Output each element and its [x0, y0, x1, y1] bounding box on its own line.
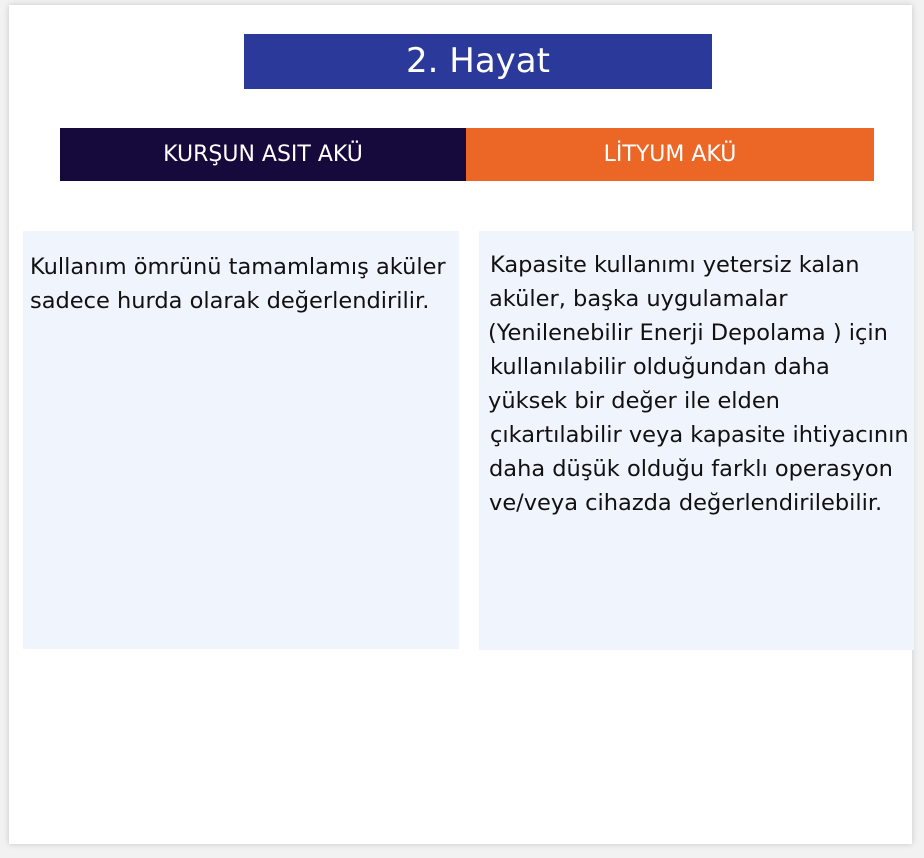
lead-acid-header: KURŞUN ASIT AKÜ — [60, 128, 466, 181]
lithium-header: LİTYUM AKÜ — [466, 128, 874, 181]
lithium-text-line: Kapasite kullanımı yetersiz kalan — [490, 252, 860, 278]
lithium-text-line: kullanılabilir olduğundan daha — [490, 354, 830, 380]
slide-title: 2. Hayat — [244, 34, 712, 89]
lithium-text-line: çıkartılabilir veya kapasite ihtiyacının — [490, 422, 909, 448]
lithium-text-line: (Yenilenebilir Enerji Depolama ) için — [488, 320, 888, 346]
lithium-text-line: daha düşük olduğu farklı operasyon — [489, 456, 893, 482]
lithium-text-line: yüksek bir değer ile elden — [488, 388, 780, 414]
lithium-panel — [479, 231, 914, 650]
lead-acid-text-line: Kullanım ömrünü tamamlamış aküler — [30, 254, 446, 280]
lead-acid-panel — [23, 231, 459, 649]
lead-acid-text-line: sadece hurda olarak değerlendirilir. — [30, 288, 430, 314]
lithium-text-line: aküler, başka uygulamalar — [489, 286, 788, 312]
lithium-text-line: ve/veya cihazda değerlendirilebilir. — [489, 490, 883, 516]
